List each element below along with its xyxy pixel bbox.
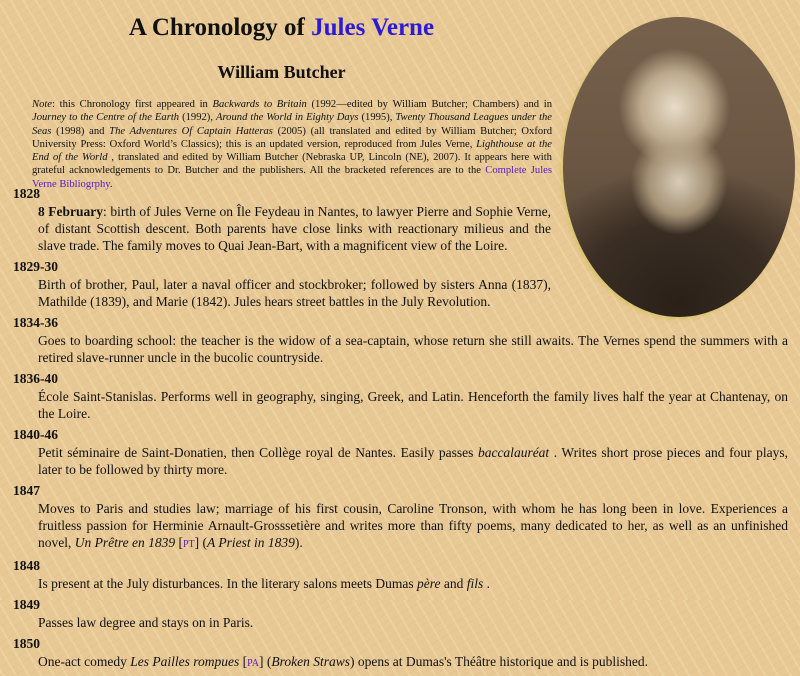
entry-text: Petit séminaire de Saint-Donatien, then Collège royal de Nantes. Easily passes (38, 445, 478, 460)
work-title: Les Pailles rompues (130, 654, 240, 669)
entry-year: 1849 (13, 597, 40, 612)
entry-description: One-act comedy Les Pailles rompues [PA] (Broken Straws) opens at Dumas's Théâtre historique and is published. (38, 654, 648, 669)
entry-description: Passes law degree and stays on in Paris. (38, 615, 254, 630)
entry-year: 1828 (13, 186, 40, 201)
entry-text: ( (263, 654, 272, 669)
note-text: (1998) and (51, 125, 110, 137)
entry-description: Moves to Paris and studies law; marriage of his first cousin, Caroline Tronson, with whom he has long been in love. Experiences a fruitless passion for Herminie Arnault-Grosssetière and writes more than fifty poems, many dedicated to her, as well as an unfinished novel, Un Prêtre en 1839 [PT] (A Priest in 1839). (38, 501, 788, 550)
entry-date: 8 February (38, 204, 104, 219)
entry-text: ( (199, 535, 208, 550)
chronology-entry (13, 258, 788, 310)
entry-text: Is present at the July disturbances. In the literary salons meets Dumas (38, 576, 418, 591)
work-title-translation: A Priest in 1839 (207, 535, 295, 550)
book-title: Twenty Thousand Leagues under the Seas (32, 112, 553, 137)
bibliography-link[interactable]: Complete Jules Verne Bibliogrphy (32, 165, 552, 190)
note-text: (1992—edited by William Butcher; Chambers) and in (306, 99, 552, 110)
entry-description (38, 444, 788, 478)
entry-year: 1829-30 (13, 259, 58, 274)
entry-description (38, 203, 551, 254)
entry-description: Birth of brother, Paul, later a naval officer and stockbroker; followed by sisters Anna (1837), Mathilde (1839), and Marie (1842). Jules hears street battles in the July Revolution. (38, 277, 551, 309)
entry-text: and (440, 576, 467, 591)
book-title: Lighthouse at the End of the World (32, 138, 552, 164)
bibliography-ref-link[interactable]: PT (182, 539, 195, 550)
note-text: (1992), (179, 112, 216, 124)
author-name: William Butcher (217, 62, 346, 82)
entry-text: One-act comedy (38, 654, 131, 669)
chronology-entry (13, 370, 788, 422)
entry-text: : birth of Jules Verne on Île Feydeau in Nantes, to lawyer Pierre and Sophie Verne, of distant Scottish descent. Both parents have close links with reactionary milieus and the slave trade. The family moves to Quai Jean-Bart, with a magnificent view of the Loire. (38, 204, 551, 253)
book-title: The Adventures Of Captain Hatteras (109, 125, 273, 137)
entry-text: ) opens at Dumas's Théâtre historique and is published. (349, 654, 648, 669)
entry-year: 1834-36 (13, 315, 58, 330)
bibliography-ref-link[interactable]: PA (247, 658, 259, 669)
note-text: (2005) (all translated and edited by William Butcher; Oxford University Press: Oxford World’s Classics); this is an updated version, reproduced from Jules Verne, (32, 125, 552, 150)
italic-term: père (417, 576, 441, 591)
italic-term: fils (466, 576, 484, 591)
entry-year: 1847 (13, 483, 40, 498)
editorial-note (32, 98, 552, 191)
note-text: , translated and edited by William Butcher (Nebraska UP, Lincoln (NE), 2007). It appears here with grateful acknowledgements to Dr. Butcher and the publishers. All the bracketed references are to the (32, 152, 552, 177)
entry-text: ). (294, 535, 303, 550)
chronology-entry (13, 426, 788, 478)
title-prefix: A Chronology of (128, 14, 312, 41)
book-title: Backwards to Britain (212, 99, 307, 110)
entry-description (38, 575, 788, 592)
note-text: : this Chronology first appeared in (52, 99, 213, 110)
entry-description: École Saint-Stanislas. Performs well in geography, singing, Greek, and Latin. Henceforth the family lives half the year at Chantenay, on the Loire. (38, 389, 788, 421)
entry-text: Moves to Paris and studies law; marriage of his first cousin, Caroline Tronson, with whom he has long been in love. Experiences a fruitless passion for Herminie Arnault-Grosssetière and writes more than fifty poems, many dedicated to her, as well as an unfinished novel, (38, 501, 788, 550)
chronology-entry (13, 635, 788, 672)
note-text: (1995), (358, 112, 396, 124)
chronology-entry (13, 557, 788, 592)
italic-term: baccalauréat (477, 445, 550, 460)
note-text: . (109, 178, 113, 190)
entry-text: . (483, 576, 491, 591)
entry-year: 1850 (13, 636, 40, 651)
work-title: Un Prêtre en 1839 (74, 535, 176, 550)
entry-text: . Writes short prose pieces and four plays, later to be followed by thirty more. (38, 445, 788, 477)
chronology-entry (13, 185, 788, 254)
note-label: Note (32, 99, 53, 110)
chronology-entry (13, 596, 788, 631)
jules-verne-link[interactable]: Jules Verne (311, 14, 435, 41)
chronology-entry (13, 314, 788, 366)
work-title-translation: Broken Straws (271, 654, 350, 669)
entry-description: Goes to boarding school: the teacher is the widow of a sea-captain, whose return she still awaits. The Vernes spend the summers with a retired slave-runner uncle in the bucolic countryside. (38, 333, 788, 365)
entry-year: 1840-46 (13, 427, 58, 442)
chronology-entry (13, 482, 788, 553)
entry-year: 1848 (13, 558, 40, 573)
book-title: Around the World in Eighty Days (215, 112, 359, 124)
entry-year: 1836-40 (13, 371, 58, 386)
chronology-list (13, 185, 788, 676)
page-title (0, 14, 563, 42)
book-title: Journey to the Centre of the Earth (32, 112, 180, 124)
